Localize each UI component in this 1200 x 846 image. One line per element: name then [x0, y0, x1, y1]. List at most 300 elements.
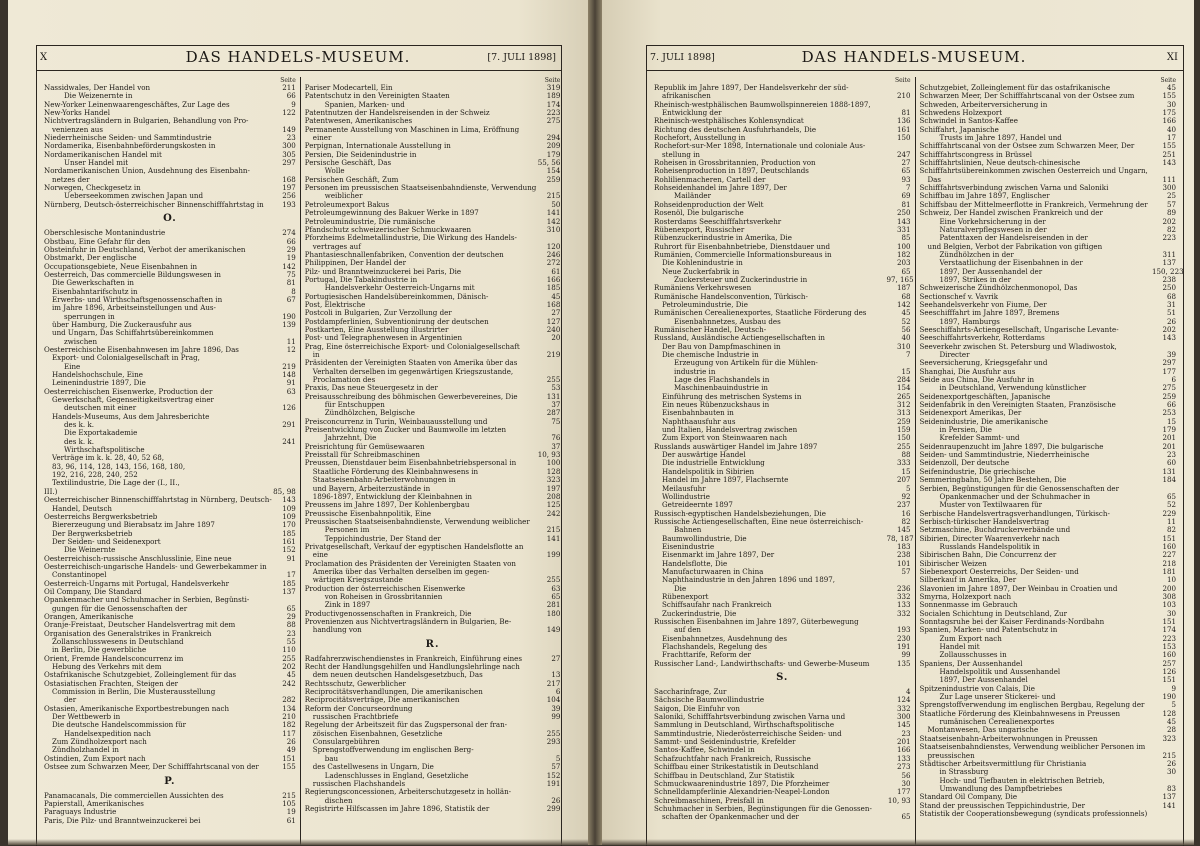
entry-title: dischen — [324, 795, 353, 805]
entry-page: 237 — [896, 500, 911, 510]
page-number: XI — [1166, 51, 1178, 63]
entry-page: 241 — [282, 436, 296, 446]
entry-title: Seeschiffahrts-Actiengesellschaft, Ungarische Levante- — [919, 324, 1119, 334]
entry-title: Zum Export von Steinwaaren nach — [662, 433, 788, 443]
entry-title: russischen Flachshandels — [312, 778, 406, 788]
entry-title: in — [312, 350, 320, 359]
entry-page: 183 — [896, 541, 911, 551]
left-page-header — [40, 47, 556, 67]
entry-page: 238 — [1162, 274, 1176, 284]
entry-page: 65 — [551, 591, 561, 601]
entry-title: Reciprocitätsverhandlungen, Die amerikanischen — [304, 687, 483, 697]
entry-title: über Hamburg, Die Zuckerausfuhr aus — [52, 319, 192, 329]
entry-title: Provenienzen aus Nichtvertragsländern in Bulgarien, Be- — [304, 617, 512, 626]
entry-title: Rumänischen Cerealienexportes, Staatliche Förderung des — [654, 308, 867, 318]
entry-title: Preisausschreibung des böhmischen Gewerbevereines, Die — [304, 391, 518, 401]
entry-title: Naturalverpflegswesen in der — [939, 224, 1047, 234]
entry-title: industrie in — [674, 366, 716, 376]
entry-page: 13 — [551, 670, 561, 680]
index-entry — [44, 688, 296, 696]
entry-page: 109 — [282, 503, 296, 513]
entry-page: 291 — [282, 420, 296, 430]
entry-title: und Bayern, Arbeiterzustände in — [312, 483, 431, 493]
entry-page: 331 — [896, 224, 911, 234]
entry-page: 68 — [1166, 291, 1176, 301]
entry-title: Seide aus China, Die Ausfuhr in — [919, 375, 1035, 385]
entry-page: 311 — [1162, 249, 1176, 259]
entry-page: 139 — [282, 319, 296, 329]
entry-title: Eisenmarkt im Jahre 1897, Der — [662, 550, 775, 560]
entry-page: 92 — [901, 491, 911, 501]
entry-page: 117 — [282, 728, 296, 738]
entry-title: Wolle — [324, 166, 345, 176]
entry-page: 81 — [901, 108, 911, 118]
entry-title: Obsteinfuhr in Deutschland, Verbot der amerikanischen — [44, 244, 246, 254]
entry-title: Seidenfabrik in den Vereinigten Staaten, Französische — [919, 400, 1116, 410]
entry-page: 154 — [896, 383, 911, 393]
entry-title: Handelshochschule, Eine — [52, 370, 143, 379]
entry-page: 151 — [282, 753, 296, 763]
entry-title: Ladenschlusses in England, Gesetzliche — [324, 770, 469, 780]
entry-title: Obstbau, Eine Gefahr für den — [44, 236, 151, 246]
entry-title: Schifffahrtsverbindung zwischen Varna und Saloniki — [919, 183, 1109, 193]
entry-page: 142 — [546, 216, 561, 226]
entry-page: 201 — [1162, 441, 1176, 451]
entry-title: Panamacanals, Die commerciellen Aussichten des — [44, 790, 224, 800]
entry-page: 67 — [286, 294, 296, 304]
entry-page: 170 — [282, 520, 296, 530]
entry-page: 63 — [286, 386, 296, 396]
entry-page: 174 — [1162, 625, 1176, 635]
entry-title: Oesterreichische Eisenbahnwesen im Jahre 1896, Das — [44, 344, 239, 354]
entry-title: Verhalten derselben im gegenwärtigen Kriegszustande, — [312, 366, 514, 376]
entry-title: Praxis, Das neue Steuergesetz in der — [304, 383, 438, 393]
entry-title: und Belgien, Verbot der Fabrikation von giftigen — [927, 241, 1103, 251]
entry-title: Leinenindustrie 1897, Die — [52, 378, 146, 388]
entry-page: 208 — [546, 491, 561, 501]
entry-page: 56 — [901, 770, 911, 780]
entry-title: Patentnutzen der Handelsreisenden in der Schweiz — [304, 108, 490, 118]
entry-title: in Strassburg — [939, 767, 989, 777]
entry-title: Die Kohlenindustrie in — [662, 258, 743, 268]
entry-title: Nordamerikanischen Handel mit — [44, 149, 162, 159]
entry-title: Die chemische Industrie in — [662, 350, 759, 359]
entry-title: Occupationsgebiete, Neue Eisenbahnen in — [44, 261, 198, 271]
entry-title: des k. k. — [64, 436, 94, 446]
entry-title: Gewerkschaft, Gegenseitigkeitsvertrag einer — [52, 395, 214, 405]
entry-title: Eine Vorkehrsicherung in der — [939, 216, 1046, 226]
entry-title: Pariser Modecartell, Ein — [304, 83, 393, 92]
entry-page: 19 — [286, 253, 296, 263]
entry-title: Das — [927, 174, 942, 184]
entry-page: 128 — [546, 466, 561, 476]
entry-title: Statistik der Cooperationsbewegung (syndicats professionnels) — [919, 808, 1148, 818]
entry-page: 61 — [286, 815, 296, 825]
entry-title: Handel, Deutsch — [52, 503, 112, 513]
entry-title: Meilausfuhr — [662, 483, 706, 493]
entry-page: 99 — [551, 712, 561, 722]
entry-page: 297 — [1162, 358, 1176, 368]
entry-page: 199 — [546, 550, 561, 560]
entry-page: 61 — [551, 266, 561, 276]
entry-title: Textilindustrie, Die Lage der (I., II., — [52, 478, 180, 488]
entry-title: Staatliche Förderung des Kleinbahnwesens in Preussen — [919, 708, 1121, 718]
entry-title: netzes der — [52, 174, 90, 184]
entry-page: 242 — [282, 678, 296, 688]
entry-page — [536, 560, 560, 568]
entry-title: Seeversicherung, Kriegsgefahr und — [919, 358, 1048, 368]
entry-title: Schiffbau in Deutschland, Zur Statistik — [654, 770, 795, 780]
entry-title: Seidenexport Amerikas, Der — [919, 408, 1022, 418]
entry-page: 105 — [282, 798, 296, 808]
entry-page: 180 — [546, 608, 561, 618]
entry-title: des k. k. — [64, 420, 94, 430]
entry-title: Seehandelsverkehr von Fiume, Der — [919, 299, 1047, 309]
entry-page: 66 — [1166, 400, 1176, 410]
entry-page: 168 — [546, 299, 561, 309]
entry-title: Sibirien, Directer Waarenverkehr nach — [919, 533, 1060, 543]
entry-title: Consulargebühren — [312, 737, 380, 747]
entry-title: Die Weinernte — [64, 545, 116, 555]
entry-title: Proclamation des Präsidenten der Vereinigten Staaten von — [304, 558, 516, 568]
entry-title: Sibirischen Bahn, Die Concurrenz der — [919, 550, 1057, 560]
entry-page: 275 — [1162, 383, 1176, 393]
entry-page: 151 — [1162, 533, 1176, 543]
entry-page: 101 — [896, 558, 911, 568]
entry-page: 120 — [546, 241, 561, 251]
entry-page: 11 — [286, 336, 296, 346]
entry-page: 282 — [282, 695, 296, 705]
entry-page: 131 — [1162, 466, 1176, 476]
entry-title: auf den — [674, 625, 701, 635]
entry-page — [1152, 810, 1176, 818]
entry-page: 78, 187 — [886, 533, 914, 543]
entry-title: bau — [324, 753, 339, 763]
entry-page: 209 — [546, 141, 561, 151]
entry-page: 110 — [282, 645, 296, 655]
entry-title: Zuckersteuer und Zuckerindustrie in — [674, 274, 808, 284]
entry-title: Nichtvertragsländern in Bulgarien, Behandlung von Pro- — [44, 116, 249, 126]
entry-title: Oesterreich, Das commercielle Bildungswesen in — [44, 269, 221, 279]
entry-title: Seeschiffahrtsverkehr, Rotterdams — [919, 333, 1045, 343]
entry-page: 217 — [546, 678, 561, 688]
entry-page: 52 — [1166, 500, 1176, 510]
entry-page: 189 — [546, 91, 561, 101]
section-letter: P. — [164, 775, 176, 787]
entry-title: Schweizerische Zündhölzchenmonopol, Das — [919, 283, 1078, 293]
entry-title: handlung von — [312, 625, 362, 635]
index-entry — [44, 817, 296, 825]
entry-title: Präsidenten der Vereinigten Staaten von Amerika über das — [304, 358, 518, 368]
entry-title: Eine — [64, 361, 81, 371]
entry-title: des Castellwesens in Ungarn, Die — [312, 762, 434, 772]
entry-title: Portugal, Die Tabakindustrie in — [304, 274, 418, 284]
entry-page: 68 — [901, 291, 911, 301]
entry-page: 166 — [896, 745, 911, 755]
entry-page: 202 — [1162, 216, 1176, 226]
entry-title: Trusts im Jahre 1897, Handel und — [939, 133, 1062, 143]
entry-title: Handels-Museums, Aus dem Jahresberichte — [52, 411, 210, 421]
entry-page: 26 — [1166, 758, 1176, 768]
entry-title: Die industrielle Entwicklung — [662, 458, 765, 468]
entry-page: 313 — [896, 408, 911, 418]
entry-page: 26 — [1166, 316, 1176, 326]
entry-title: Russisch-egyptischen Handelsbeziehungen, Die — [654, 508, 826, 518]
entry-title: Seiden- und Sammtindustrie, Niederrheinische — [919, 450, 1090, 460]
entry-page: 141 — [546, 533, 561, 543]
entry-page: 197 — [546, 483, 561, 493]
entry-title: Schnelldampferlinie Alexandrien-Neapel-London — [654, 787, 830, 797]
entry-title: Lage des Flachshandels in — [674, 375, 770, 385]
entry-page: 297 — [282, 158, 296, 168]
entry-title: Saloniki, Schifffahrtsverbindung zwischen Varna und — [654, 712, 846, 722]
entry-title: Handelsverkehr Oesterreich-Ungarns mit — [324, 283, 475, 293]
entry-title: Eisenindustrie — [662, 541, 715, 551]
entry-page: 153 — [1162, 642, 1176, 652]
entry-page: 287 — [546, 408, 561, 418]
entry-page: 136 — [896, 116, 911, 126]
entry-page: 247 — [896, 149, 911, 159]
entry-title: Norwegen, Checkgesetz in — [44, 183, 141, 193]
entry-page: 246 — [546, 249, 561, 259]
entry-title: Handelsflotte, Die — [662, 558, 728, 568]
entry-page: 100 — [896, 241, 911, 251]
entry-page: 26 — [286, 737, 296, 747]
entry-page: 111 — [1162, 174, 1176, 184]
entry-title: Eisenbahnnetzes, Ausdehnung des — [662, 633, 787, 643]
entry-page — [272, 454, 296, 462]
entry-title: Ruhrort für Eisenbahnbetriebe, Dienstdauer und — [654, 241, 831, 251]
entry-title: Reciprocitätsverträge, Die amerikanischen — [304, 695, 460, 705]
entry-title: Handelspolitik in Sibirien — [662, 466, 755, 476]
entry-title: dem neuen deutschen Handelsgesetzbuch, Das — [312, 670, 483, 680]
entry-page: 148 — [282, 370, 296, 379]
entry-title: Pforzheims Edelmetallindustrie, Die Wirkung des Handels- — [304, 233, 517, 243]
entry-page: 135 — [896, 658, 911, 668]
entry-page: 191 — [896, 642, 911, 652]
entry-title: Reform der Concurseordnung — [304, 703, 413, 713]
entry-page: 57 — [901, 566, 911, 576]
entry-title: Oesterreichs Bergwerksbetrieb — [44, 511, 158, 521]
entry-page: 181 — [1162, 566, 1176, 576]
entry-page: 81 — [286, 278, 296, 288]
entry-page: 126 — [1162, 667, 1176, 677]
entry-title: Der Bergwerksbetrieb — [52, 528, 133, 538]
entry-title: Handelspolitik und Aussenhandel — [939, 667, 1061, 677]
entry-page — [536, 359, 560, 367]
entry-title: Russischen Eisenbahnen im Jahre 1897, Güterbewegung — [654, 617, 859, 626]
entry-page: 191 — [546, 778, 561, 788]
entry-title: Zündhölzchen in der — [939, 249, 1014, 259]
entry-title: Städtischer Arbeitsvermittlung für Christiania — [919, 758, 1087, 768]
entry-page: 23 — [901, 728, 911, 738]
entry-title: Richtung des deutschen Ausfuhrhandels, Die — [654, 124, 817, 134]
entry-page: 152 — [546, 770, 561, 780]
entry-page: 124 — [896, 695, 911, 705]
entry-page: 255 — [546, 575, 561, 585]
entry-page: 65 — [286, 603, 296, 613]
entry-page: 323 — [546, 475, 561, 485]
entry-title: in Deutschland, Verwendung künstlicher — [939, 383, 1087, 393]
entry-page: 168 — [282, 174, 296, 184]
entry-title: Ostafrikanische Schutzgebiet, Zolleinglement für das — [44, 670, 237, 680]
entry-title: Spanien, Marken- und Patentschutz in — [919, 625, 1058, 635]
entry-title: Nürnberg, Deutsch-österreichischer Binnenschifffahrtstag in — [44, 199, 264, 209]
entry-title: Sammt- und Seidenindustrie, Krefelder — [654, 737, 796, 747]
entry-page: 300 — [282, 141, 296, 151]
index-column — [40, 77, 300, 845]
entry-title: Wirthschaftspolitische — [64, 445, 145, 455]
page-column-label: Seite — [1160, 77, 1176, 84]
entry-title: Eisenbahntarifschutz in — [52, 286, 138, 296]
entry-page: 177 — [896, 787, 911, 797]
entry-page: 133 — [896, 600, 911, 610]
entry-title: Prag, Eine österreichische Export- und Colonialgesellschaft — [304, 341, 520, 351]
entry-title: Die Exportakademie — [64, 428, 138, 438]
index-column — [915, 77, 1184, 845]
entry-page: 30 — [901, 778, 911, 788]
entry-page: 142 — [282, 261, 296, 271]
entry-title: Rosterdams Seeschifffahrtsverkehr — [654, 216, 782, 226]
entry-page: 57 — [1166, 199, 1176, 209]
entry-page: 310 — [546, 224, 561, 234]
page-column-label: Seite — [280, 77, 296, 84]
entry-page: 65 — [901, 266, 911, 276]
entry-title: Post, Elektrische — [304, 299, 366, 309]
page-date: [7. JULI 1898] — [487, 51, 556, 63]
entry-page: 155 — [282, 762, 296, 772]
entry-title: Organisation des Generalstrikes in Frankreich — [44, 628, 212, 638]
entry-page: 236 — [896, 583, 911, 593]
entry-title: Saigon, Die Einfuhr von — [654, 703, 740, 713]
entry-page: 45 — [1166, 717, 1176, 727]
entry-title: Rosenöl, Die bulgarische — [654, 208, 744, 218]
entry-title: Oesterreichischen Eisenwerke, Production der — [44, 386, 213, 396]
entry-page: 10, 93 — [887, 795, 911, 805]
entry-title: Schifffahrtslinien, Neue deutsch-chinesische — [919, 158, 1081, 168]
entry-page: 9 — [1171, 683, 1176, 693]
entry-title: Registrirte Hilfscassen im Jahre 1896, Statistik der — [304, 803, 490, 813]
entry-page — [272, 471, 296, 479]
entry-page: 15 — [901, 466, 911, 476]
entry-page: 200 — [1162, 583, 1176, 593]
entry-title: Persische Geschäft, Das — [304, 158, 392, 168]
entry-title: Rochefort, Ausstellung in — [654, 133, 746, 143]
entry-page: 91 — [286, 378, 296, 388]
entry-title: Hoch- und Tiefbauten in elektrischen Betrieb, — [939, 775, 1105, 785]
entry-title: Oranje-Freistaat, Deutscher Handelsvertrag mit dem — [44, 620, 236, 630]
entry-page: 218 — [1162, 558, 1176, 568]
index-entry — [920, 167, 1177, 175]
entry-page: 15 — [901, 366, 911, 376]
entry-page: 259 — [1162, 391, 1176, 401]
entry-page: 40 — [901, 333, 911, 343]
entry-page: 23 — [286, 133, 296, 143]
entry-title: Der Bau von Dampfmaschinen in — [662, 341, 781, 351]
entry-title: Schiffahrt, Japanische — [919, 124, 999, 134]
entry-page: 143 — [1162, 333, 1176, 343]
entry-title: wärtigen Kriegszustande — [312, 575, 403, 585]
entry-page: 151 — [1162, 617, 1176, 626]
entry-page: 16 — [901, 508, 911, 518]
entry-title: Republik im Jahre 1897, Der Handelsverkehr der süd- — [654, 83, 849, 92]
entry-page: 145 — [896, 525, 911, 535]
entry-title: Umwandlung des Dampfbetriebes — [939, 783, 1063, 793]
entry-page: 161 — [896, 124, 911, 134]
entry-page: 45 — [1166, 83, 1176, 92]
entry-title: Directer — [939, 350, 970, 359]
entry-page: 272 — [546, 258, 561, 268]
entry-title: Preussen, Dienstdauer beim Eisenbahnbetriebspersonal in — [304, 458, 517, 468]
entry-title: Zuckerindustrie, Die — [662, 608, 737, 618]
book-gutter — [588, 0, 602, 845]
page-title: DAS HANDELS-MUSEUM. — [185, 48, 411, 66]
index-entry — [44, 479, 296, 487]
entry-title: Preussischen Staatseisenbahndienste, Verwendung weiblicher — [304, 516, 530, 526]
entry-page: 65 — [901, 812, 911, 822]
entry-title: Preisstall für Schreibmaschinen — [304, 450, 420, 460]
entry-page: 143 — [282, 495, 296, 505]
entry-title: Unser Handel mit — [64, 158, 129, 168]
entry-title: Seidenraupenzucht im Jahre 1897, Die bulgarische — [919, 441, 1104, 451]
entry-title: Spaniens, Der Aussenhandel — [919, 658, 1023, 668]
entry-title: Der Wettbewerb in — [52, 712, 121, 722]
entry-title: Saccharinfrage, Zur — [654, 687, 727, 697]
entry-title: Wollindustrie — [662, 491, 710, 501]
index-entry — [305, 126, 561, 134]
page-column-label: Seite — [544, 77, 561, 84]
entry-page: 45 — [901, 308, 911, 318]
entry-page: 51 — [1166, 308, 1176, 318]
entry-title: Rheinisch-westphälischen Baumwollspinnereien 1888-1897, — [654, 99, 871, 109]
entry-title: Oesterreichisch-ungarische Handels- und Gewerbekammer in — [44, 561, 267, 571]
entry-title: Montanwesen, Das ungarische — [927, 725, 1039, 735]
entry-page: 97, 165 — [886, 274, 914, 284]
entry-page: 88 — [901, 450, 911, 460]
entry-page: 179 — [1162, 425, 1176, 435]
entry-title: Schwedens Holzexport — [919, 108, 1003, 118]
entry-title: und Italien, Handelsvertrag zwischen — [662, 425, 798, 435]
entry-page: 250 — [1162, 283, 1176, 293]
entry-title: Oesterreichischer Binnenschifffahrtstag in Nürnberg, Deutsch- — [44, 495, 272, 505]
entry-title: Export- und Colonialgesellschaft in Prag, — [52, 353, 200, 363]
entry-page: 55, 56 — [537, 158, 561, 168]
entry-title: Verträge im k. k. 28, 40, 52 68, — [52, 453, 165, 463]
entry-title: New-Yorker Leinenwaarengeschäftes, Zur Lage des — [44, 99, 230, 109]
entry-title: Hebung des Verkehrs mit dem — [52, 662, 162, 672]
entry-page: 151 — [1162, 675, 1176, 685]
entry-page: 281 — [546, 600, 561, 610]
entry-title: Eisenbahnbauten in — [662, 408, 734, 418]
entry-page: 82 — [1166, 224, 1176, 234]
entry-title: Phantasieschnallenfabriken, Convention der deutschen — [304, 249, 504, 259]
entry-title: Portugiesischen Handelsübereinkommen, Dänisch- — [304, 291, 489, 301]
entry-title: Radfahrerzwischendienstes in Frankreich, Einführung eines — [304, 653, 523, 663]
entry-title: Seidenexportgeschäften, Japanische — [919, 391, 1051, 401]
entry-page: 294 — [546, 133, 561, 143]
entry-page: 65 — [901, 166, 911, 176]
page-column-label: Seite — [894, 77, 911, 84]
entry-title: Baumwollindustrie, Die — [662, 533, 747, 543]
entry-title: Zollanschlusswesens in Deutschland — [52, 637, 184, 646]
entry-title: Opankenmacher und der Schuhmacher in — [939, 491, 1091, 501]
entry-title: Stand der preussischen Teppichindustrie, Der — [919, 800, 1085, 810]
page-shadow — [602, 839, 1194, 845]
entry-page: 161 — [282, 536, 296, 546]
entry-page: 308 — [1162, 591, 1176, 601]
entry-page: 37 — [551, 441, 561, 451]
entry-page: 134 — [282, 703, 296, 713]
